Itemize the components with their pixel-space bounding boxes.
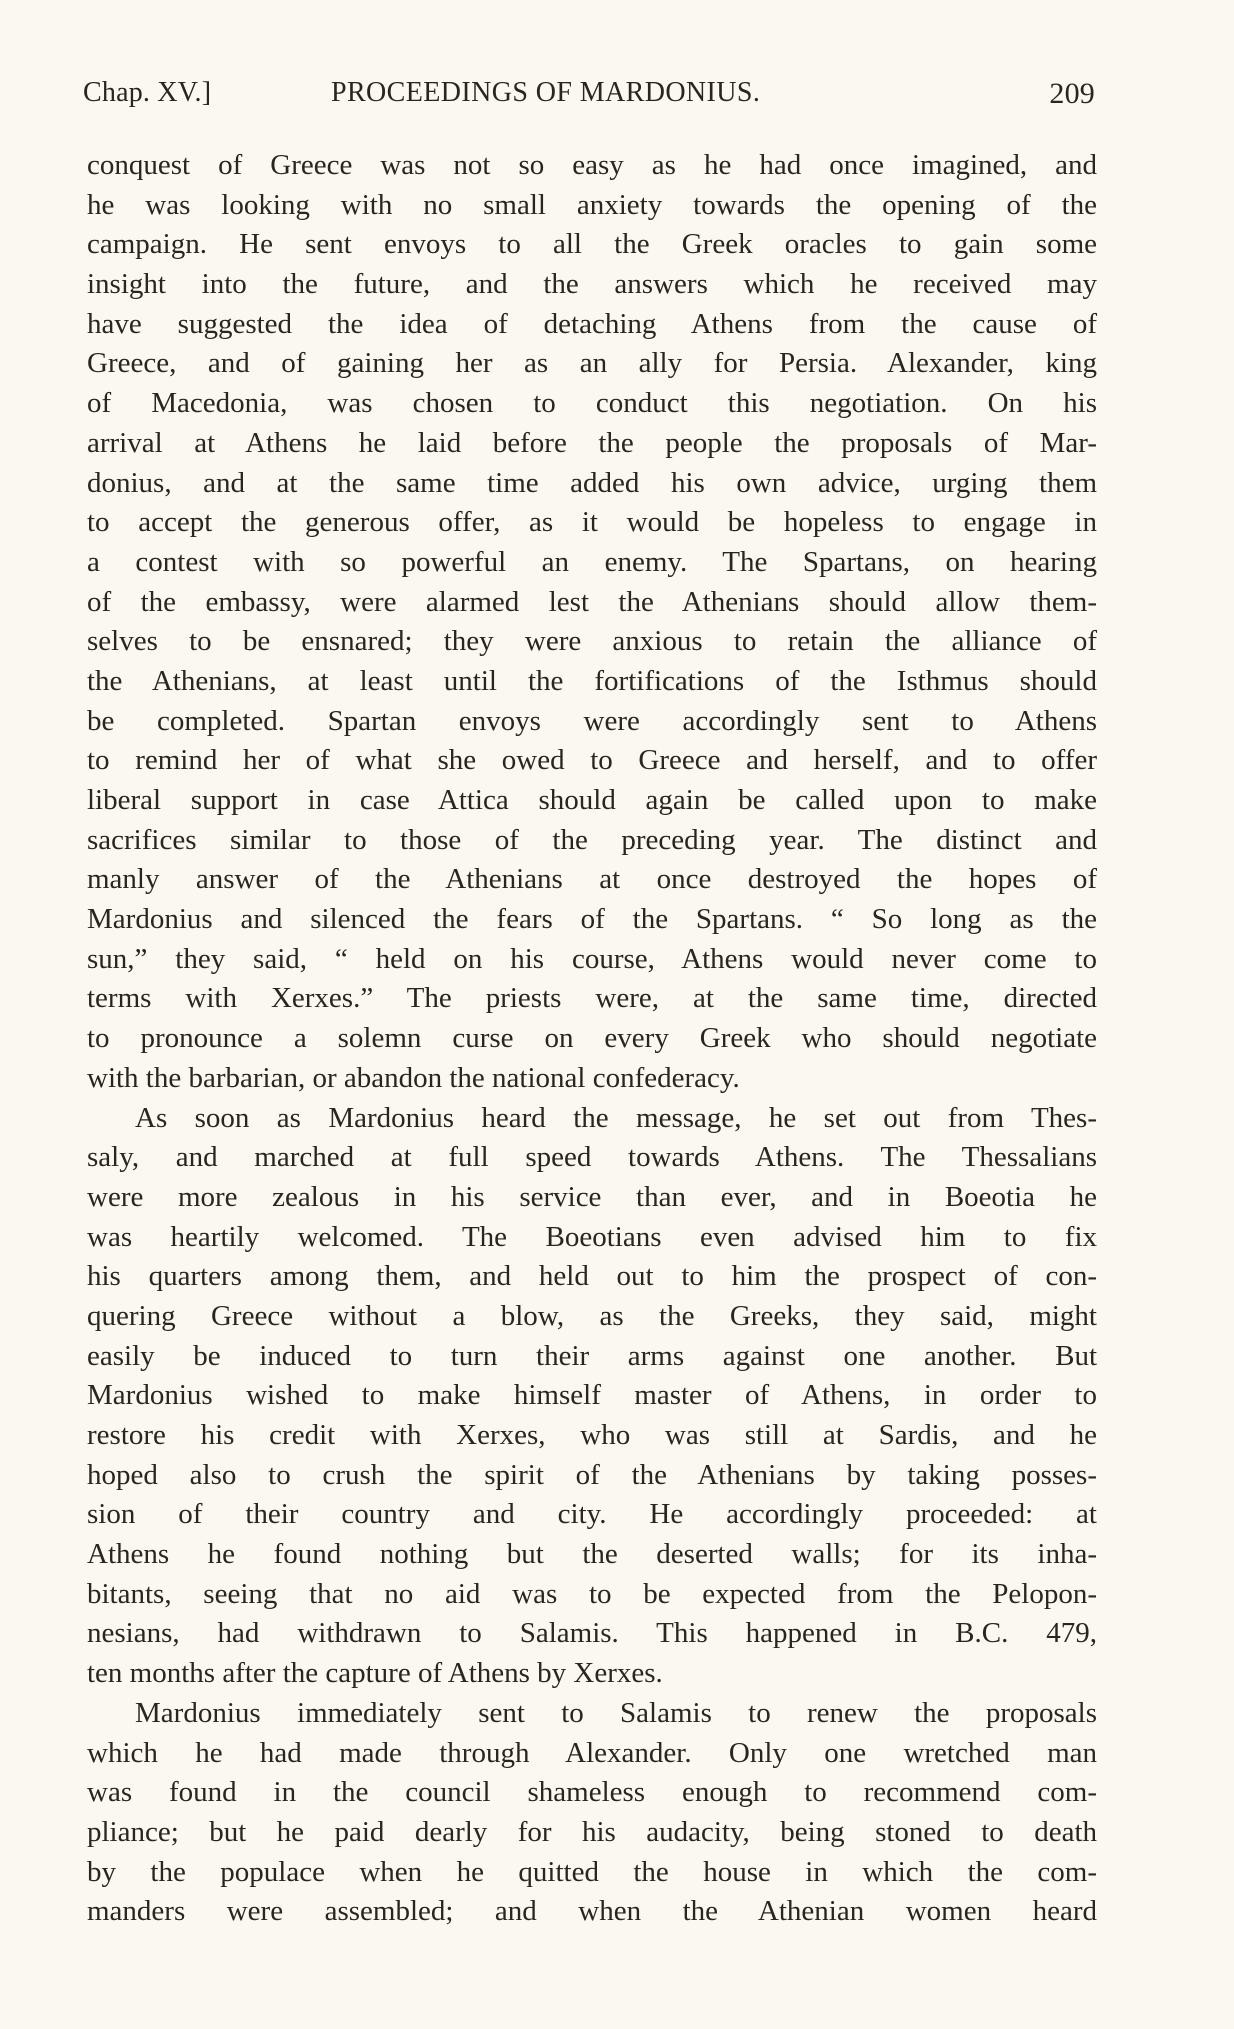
text-line: sion of their country and city. He accordingly proceeded: at [87,1498,1097,1531]
text-line: arrival at Athens he laid before the people the proposals of Mar- [87,426,1097,459]
text-line: was heartily welcomed. The Boeotians even advised him to fix [87,1220,1097,1253]
text-line: liberal support in case Attica should again be called upon to make [87,784,1097,816]
running-header [83,70,1095,120]
text-line: donius, and at the same time added his own advice, urging them [87,466,1097,499]
text-line: to remind her of what she owed to Greece and herself, and to offer [87,744,1097,777]
text-line: be completed. Spartan envoys were accordingly sent to Athens [87,704,1097,737]
text-line: of Macedonia, was chosen to conduct this negotiation. On his [87,387,1097,420]
text-line: Athens he found nothing but the deserted walls; for its inha- [87,1538,1097,1571]
text-line: were more zealous in his service than ever, and in Boeotia he [87,1180,1097,1213]
text-line: bitants, seeing that no aid was to be expected from the Pelopon- [87,1577,1097,1610]
text-line: insight into the future, and the answers which he received may [87,268,1097,301]
text-line: terms with Xerxes.” The priests were, at the same time, directed [87,982,1097,1015]
text-line: have suggested the idea of detaching Athens from the cause of [87,307,1097,340]
text-line: quering Greece without a blow, as the Greeks, they said, might [87,1299,1097,1332]
paragraph-last-line: with the barbarian, or abandon the national confederacy. [87,1061,740,1094]
text-line: to pronounce a solemn curse on every Greek who should negotiate [87,1022,1097,1055]
text-line: by the populace when he quitted the house in which the com- [87,1855,1097,1888]
text-line: easily be induced to turn their arms against one another. But [87,1339,1097,1372]
text-line: manders were assembled; and when the Athenian women heard [87,1895,1097,1928]
text-line: saly, and marched at full speed towards Athens. The Thessalians [87,1141,1097,1174]
text-line: which he had made through Alexander. Only one wretched man [87,1736,1097,1769]
paragraph-first-line: Mardonius immediately sent to Salamis to renew the proposals [135,1696,1097,1729]
paragraph-last-line: ten months after the capture of Athens by Xerxes. [87,1657,663,1690]
text-line: to accept the generous offer, as it would be hopeless to engage in [87,506,1097,539]
running-title: PROCEEDINGS OF MARDONIUS. [331,77,761,108]
paragraph-first-line: As soon as Mardonius heard the message, he set out from Thes- [135,1101,1097,1134]
text-line: was found in the council shameless enough to recommend com- [87,1776,1097,1809]
text-line: a contest with so powerful an enemy. The Spartans, on hearing [87,545,1097,578]
text-line: Greece, and of gaining her as an ally for Persia. Alexander, king [87,347,1097,380]
text-line: conquest of Greece was not so easy as he had once imagined, and [87,149,1097,181]
text-line: nesians, had withdrawn to Salamis. This happened in B.C. 479, [87,1617,1097,1650]
text-line: he was looking with no small anxiety towards the opening of the [87,188,1097,221]
text-line: his quarters among them, and held out to him the prospect of con- [87,1260,1097,1293]
text-line: the Athenians, at least until the fortifications of the Isthmus should [87,664,1097,697]
text-line: hoped also to crush the spirit of the Athenians by taking posses- [87,1458,1097,1491]
page-number: 209 [1049,77,1095,110]
text-line: sacrifices similar to those of the preceding year. The distinct and [87,823,1097,856]
text-line: Mardonius wished to make himself master of Athens, in order to [87,1379,1097,1412]
text-line: selves to be ensnared; they were anxious to retain the alliance of [87,625,1097,658]
text-line: manly answer of the Athenians at once destroyed the hopes of [87,863,1097,896]
text-line: of the embassy, were alarmed lest the Athenians should allow them- [87,585,1097,618]
text-line: restore his credit with Xerxes, who was still at Sardis, and he [87,1419,1097,1451]
text-line: sun,” they said, “ held on his course, Athens would never come to [87,942,1097,975]
text-line: Mardonius and silenced the fears of the Spartans. “ So long as the [87,903,1097,936]
text-line: pliance; but he paid dearly for his audacity, being stoned to death [87,1815,1097,1848]
chapter-label: Chap. XV.] [83,77,212,108]
body-text [87,146,1097,1932]
text-line: campaign. He sent envoys to all the Greek oracles to gain some [87,228,1097,261]
